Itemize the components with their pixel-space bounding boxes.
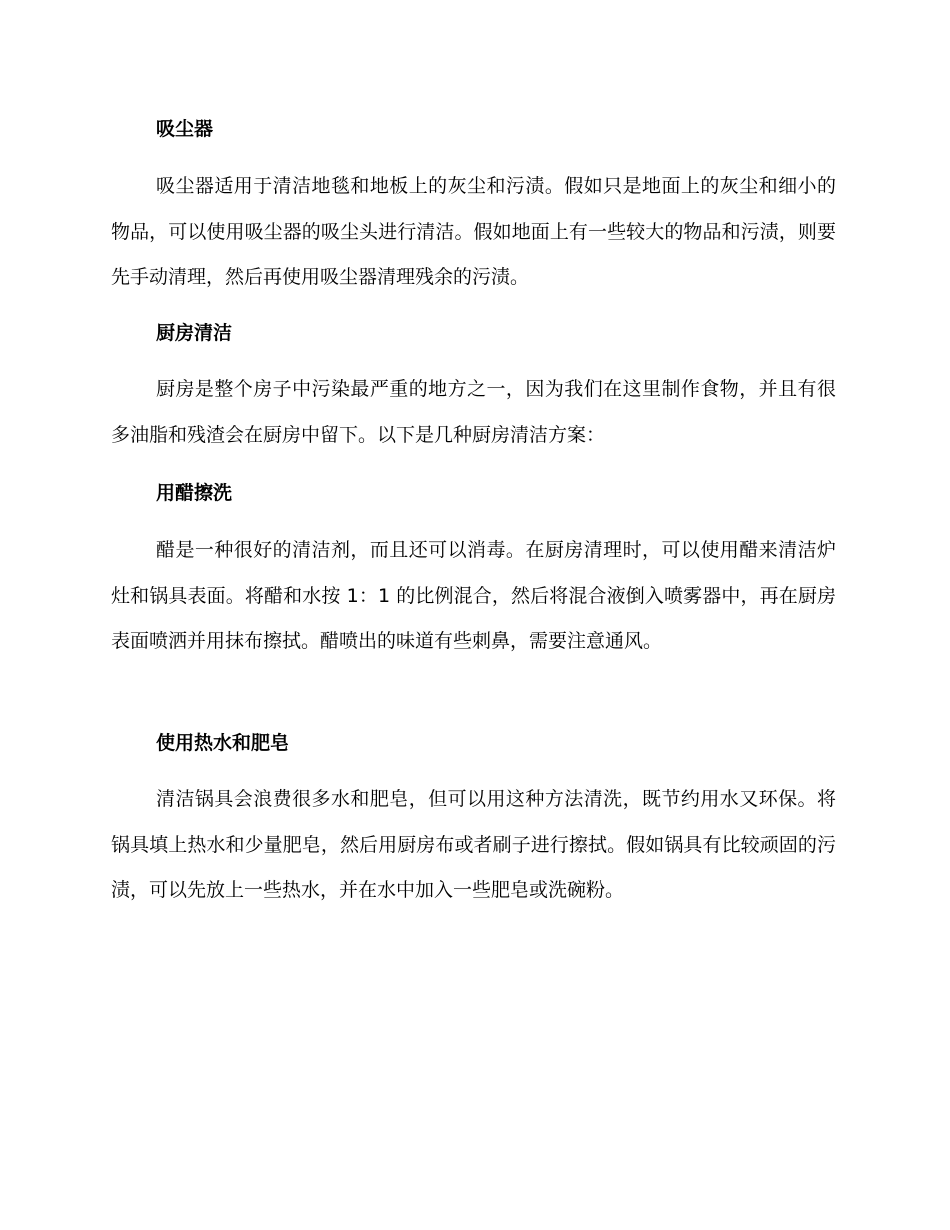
section-heading-vacuum: 吸尘器	[156, 118, 214, 140]
section-heading-hot-water-soap: 使用热水和肥皂	[156, 732, 290, 754]
section-heading-vinegar: 用醋擦洗	[156, 482, 233, 504]
section-paragraph-vinegar: 醋是一种很好的清洁剂，而且还可以消毒。在厨房清理时，可以使用醋来清洁炉灶和锅具表面。将醋和水按 1：1 的比例混合，然后将混合液倒入喷雾器中，再在厨房表面喷洒并用抹布擦拭。醋喷出的味道有些刺鼻，需要注意通风。	[111, 539, 836, 652]
section-paragraph-hot-water-soap: 清洁锅具会浪费很多水和肥皂，但可以用这种方法清洗，既节约用水又环保。将锅具填上热水和少量肥皂，然后用厨房布或者刷子进行擦拭。假如锅具有比较顽固的污渍，可以先放上一些热水，并在水中加入一些肥皂或洗碗粉。	[111, 788, 836, 901]
section-paragraph-vacuum: 吸尘器适用于清洁地毯和地板上的灰尘和污渍。假如只是地面上的灰尘和细小的物品，可以使用吸尘器的吸尘头进行清洁。假如地面上有一些较大的物品和污渍，则要先手动清理，然后再使用吸尘器清理残余的污渍。	[111, 175, 836, 288]
section-paragraph-kitchen-cleaning: 厨房是整个房子中污染最严重的地方之一，因为我们在这里制作食物，并且有很多油脂和残渣会在厨房中留下。以下是几种厨房清洁方案：	[111, 378, 836, 446]
section-heading-kitchen-cleaning: 厨房清洁	[156, 322, 233, 344]
